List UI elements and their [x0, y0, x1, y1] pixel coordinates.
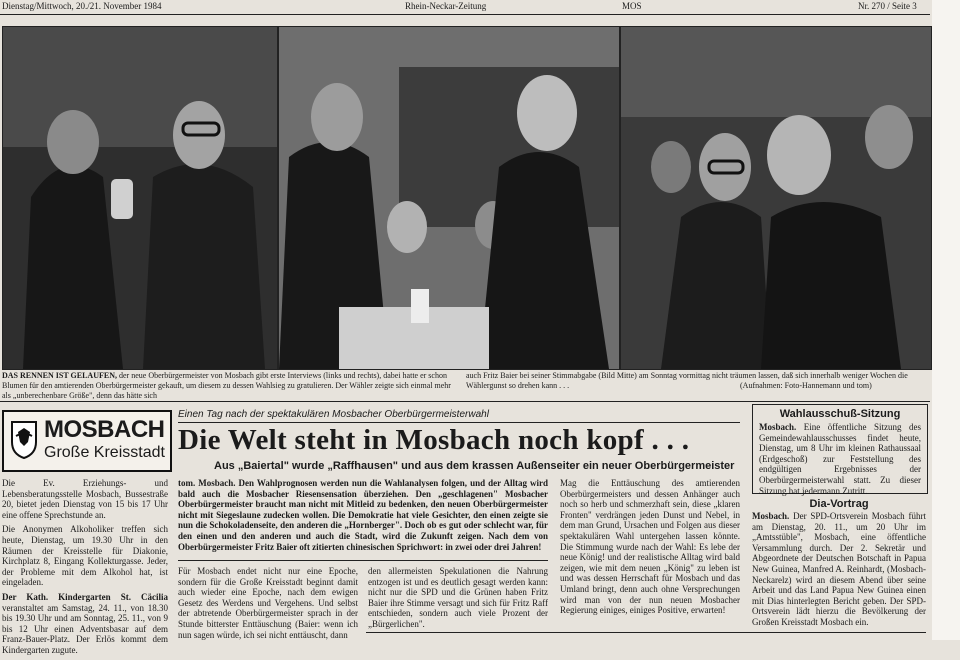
page-header [0, 0, 960, 12]
bottom-rule [366, 632, 926, 633]
kicker-rule [178, 422, 740, 423]
lead-dateline: tom. Mosbach. [178, 478, 236, 488]
article-lead [178, 478, 548, 552]
caption-text-left: der neue Oberbürgermeister von Mosbach gibt erste Interviews (links und rechts), dabei hatte er schon Blumen für den amtierenden Oberbürgermeister gekauft, um diesem zu dessen Wahlsieg zu gratulieren. Der Wähler zeigte sich einmal mehr als „unberechenbare Größe", denn das hätte sich [2, 371, 451, 400]
issue-date: Dienstag/Mittwoch, 20./21. November 1984 [2, 1, 162, 11]
left-notices [2, 478, 168, 660]
notice-1: Die Ev. Erziehungs- und Lebensberatungsstelle Mosbach, Bussestraße 20, bietet jeden Dienstag von 15 bis 17 Uhr eine offene Sprechstunde an. [2, 478, 168, 520]
article-body-col2: den allermeisten Spekulationen die Nahrung entzogen ist und es deutlich gesagt werden kann: nicht nur die SPD und die Grünen haben Fritz Baier ihre Stimme versagt und sich für Fritz Raff entschieden, sondern auch viele Prozent der „Bürgerlichen". [368, 566, 548, 629]
caption-rule [0, 401, 930, 402]
box-body [753, 420, 927, 498]
logo-city-name: MOSBACH [44, 416, 165, 443]
caption-text-right: auch Fritz Baier bei seiner Stimmabgabe (Bild Mitte) am Sonntag vormittag nicht träumen lassen, daß sich innerhalb weniger Wochen die Wählergunst so drehen kann . . . [466, 371, 908, 390]
photo-credit: (Aufnahmen: Foto-Hannemann und tom) [740, 381, 872, 390]
header-rule [0, 14, 930, 15]
page-number: Nr. 270 / Seite 3 [858, 1, 917, 11]
article-subhead: Aus „Baiertal" wurde „Raffhausen" und aus dem krassen Außenseiter ein neuer Oberbürgermeister [214, 460, 735, 472]
notice-3-title: Der Kath. Kindergarten St. Cäcilia [2, 591, 168, 602]
dia-vortrag-body [752, 511, 926, 628]
mosbach-logo [2, 410, 172, 472]
coat-of-arms-icon [10, 420, 38, 460]
notice-3-text: veranstaltet am Samstag, 24. 11., von 18.30 bis 19.30 Uhr und am Sonntag, 25. 11., von 9 bis 12 Uhr einen Adventsbasar auf dem Franz-Bauer-Platz. Der Erlös kommt dem Kindergarten zugute. [2, 602, 168, 655]
logo-city-subtitle: Große Kreisstadt [44, 444, 165, 461]
article-body-col1: Für Mosbach endet nicht nur eine Epoche, sondern für die Große Kreisstadt beginnt damit auch wieder eine Epoche, nach dem ewigen Gesetz des Werdens und Vergehens. Und selbst der abtretende Oberbürgermeister sprach in der Stunde bitterster Enttäuschung (Baier: wenn ich nun sagen würde, ich sei nicht enttäuscht, dann [178, 566, 358, 640]
dia-text: Der SPD-Ortsverein Mosbach führt am Dienstag, 20. 11., um 20 Uhr im „Amtsstüble", Mosbach, eine öffentliche Versammlung durch. Der 2. Sekretär und Abgeordnete der Deutschen Botschaft in Papua New Guinea, Manfred A. Reinhardt, (Mosbach-Neckarelz) wird an diesem Abend über seine Arbeit und das Land Papua New Guinea einen mit Dias hinterlegten Bericht geben. Der SPD-Ortsverein lädt hierzu die Bevölkerung der Großen Kreisstadt Mosbach ein. [752, 511, 926, 627]
box-title: Wahlausschuß-Sitzung [779, 408, 901, 420]
lead-rule [178, 560, 548, 561]
newspaper-name: Rhein-Neckar-Zeitung [405, 1, 487, 11]
article-kicker: Einen Tag nach der spektakulären Mosbacher Oberbürgermeisterwahl [178, 409, 489, 420]
wahlausschuss-box [752, 404, 928, 494]
photo-interview-left [2, 26, 278, 370]
caption-lead: DAS RENNEN IST GELAUFEN, [2, 371, 117, 380]
article-headline: Die Welt steht in Mosbach noch kopf . . . [178, 424, 690, 456]
region-code: MOS [622, 1, 642, 11]
photo-interview-right [620, 26, 932, 370]
box-dateline: Mosbach. [759, 422, 797, 432]
article-right-column: Mag die Enttäuschung des amtierenden Oberbürgermeisters und dessen Anhänger auch noch so herb und schmerzhaft sein, diese „klaren Fronten" verdrängen jeden Dunst und Nebel, in dem man Grund, Ursachen und Folgen aus dieser spektakulären Wahl untergehen lassen könnte. Die Stimmung wurde nach der Wahl: Es lebe der neue König! und der realistische Alltag wird bald zeigen, wie mit dem neuen „König" zu leben ist und was dessen Herrschaft für Mosbach und das Umland bringt, denn auch ohne Versprechungen wird man von der nun neuen Mosbacher Regierung einiges, einiges Positive, erwarten! [560, 478, 740, 616]
dia-dateline: Mosbach. [752, 511, 790, 521]
dia-vortrag-title: Dia-Vortrag [809, 498, 869, 510]
photo-ballot-center [278, 26, 620, 370]
notice-2: Die Anonymen Alkoholiker treffen sich heute, Dienstag, um 19.30 Uhr in den Räumen der Kreisstelle für Diakonie, Kirchplatz 8, Eingang Kollekturgasse. Jeder, der Probleme mit dem Alkohol hat, ist eingeladen. [2, 524, 168, 588]
notice-3 [2, 592, 168, 656]
paper-edge [932, 0, 960, 640]
box-text: Eine öffentliche Sitzung des Gemeindewahlausschusses findet heute, Dienstag, um 8 Uhr im kleinen Rathaussaal (Erdgeschoß) zur Feststellung des endgültigen Ergebnisses der Oberbürgermeisterwahl statt. Zu dieser Sitzung hat jedermann Zutritt. [759, 422, 921, 496]
photo-caption-left [2, 371, 458, 401]
lead-text: Den Wahlprognosen werden nun die Wahlanalysen folgen, und der Alltag wird bald auch die Mosbacher Riesensensation überziehen. Den „geschlagenen" Mosbacher Oberbürgermeister braucht man nicht mit Mitleid zu bedenken, den neuen Oberbürgermeister nicht mit Siegeslaune zudecken wollen. Die Demokratie hat viele Gesichter, den einen zeigte sie nun die Schokoladenseite, den anderen die „Hornberger". Doch ob es gut oder schlecht war, für den einen und den anderen und auch die Stadt, wird die Zukunft zeigen. Nach dem von Oberbürgermeister Fritz Baier oft zitierten chinesischen Sprichwort: in zwei oder drei Jahren! [178, 478, 549, 552]
